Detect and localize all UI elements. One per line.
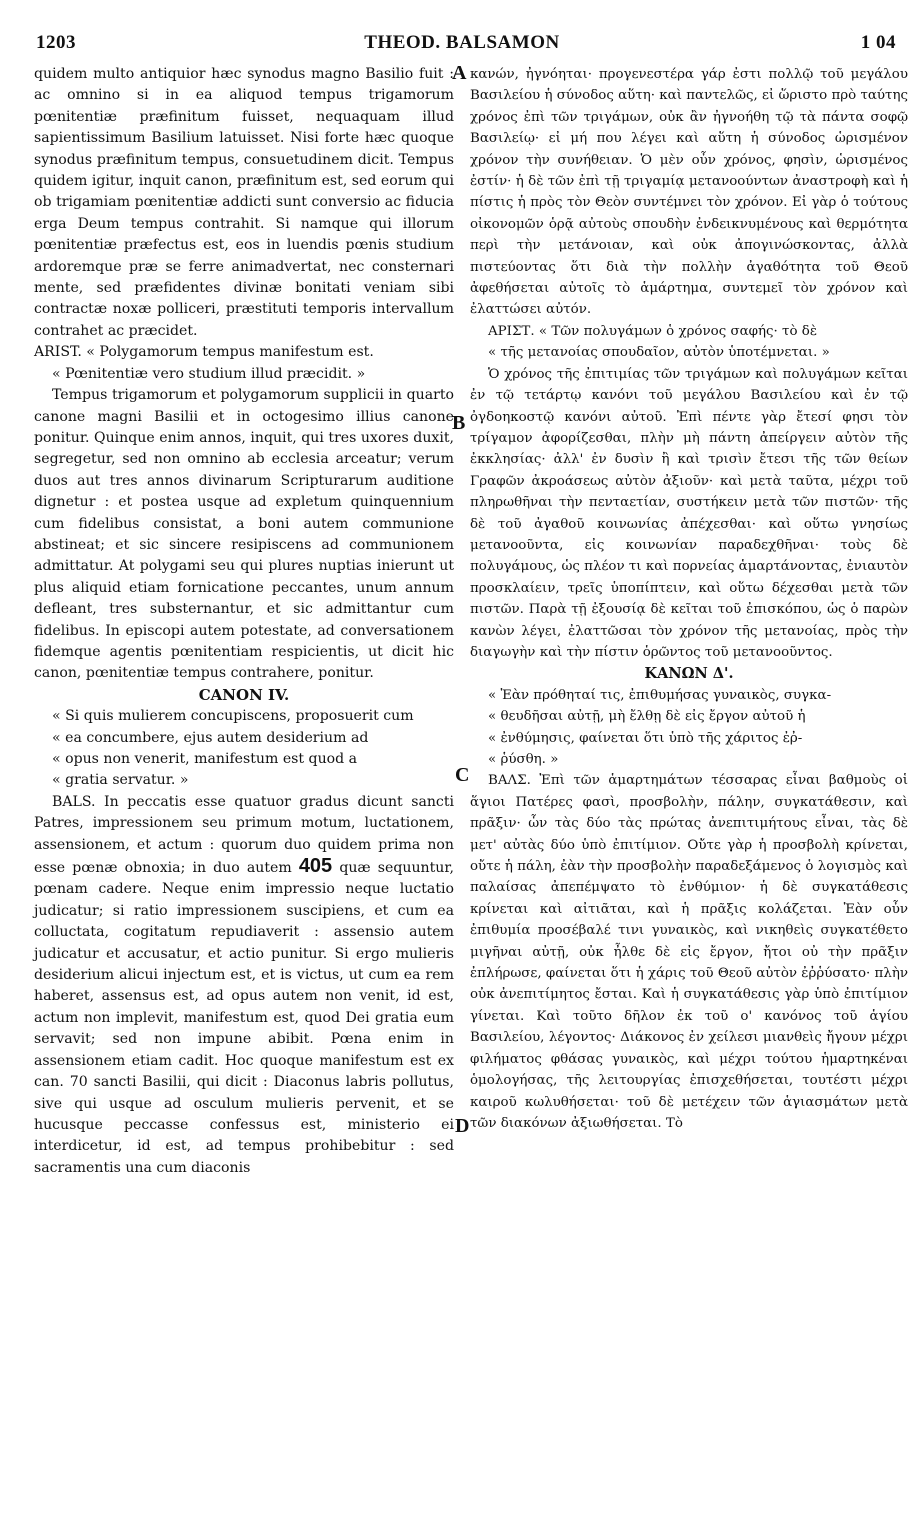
- page-number-right: 1 04: [860, 32, 896, 53]
- latin-balsamon-text-b: quæ sequuntur, pœnam cadere. Neque enim impressio neque luctatio judicatur; si ratio impressionem suscipiens, et cum ea colluctata, cogitatum repudiaverit : assensio autem judicatur et accusatur, et actio punitur. Si ergo mulieris desiderium alicui injectum est, et is victus, ut cum ea rem haberet, assensus est, ad opus autem non venit, id est, actum non implevit, manifestum est, quod Dei gratia eum servavit; sed non impune abibit. Pœna enim in assensionem etiam cadit. Hoc quoque manifestum est ex can. 70 sancti Basilii, qui dicit : Diaconus labris pollutus, sive qui usque ad osculum mulieris pervenit, et se hucusque peccasse confessus est, ministerio ei interdicetur, id est, ad tempus prohibebitur : sed sacramentis una cum diaconis: [34, 860, 455, 1176]
- greek-canon-line-3: « ἐνθύμησις, φαίνεται ὅτι ὑπὸ τῆς χάριτος ἐῤ-: [488, 730, 803, 746]
- latin-canon-line-4: « gratia servatur. »: [52, 772, 189, 789]
- latin-commentary-paragraph: Tempus trigamorum et polygamorum supplicii in quarto canone magni Basilii et in octogesimo illius canone ponitur. Quinque enim annos, inquit, qui tres uxores duxit, segregetur, sed non omnino ab ecclesia arceatur; verum duos aut tres annos divinarum Scripturarum auditione dignetur : et postea usque ad expletum quinquennium cum fidelibus consistat, a boni autem communione abstineat; et sic sincere resipiscens ad communionem admittatur. At polygami seu qui plures nuptias inierunt ut plus aliquid etiam fornicatione peccantes, unum annum defleant, tres substernantur, et sic admittantur cum fidelibus. In episcopi autem potestate, ad conversationem fidemque agentis pœnitentiam respicientis, ut dicit hic canon, pœnitentiæ tempus contrahere, ponitur.: [34, 387, 454, 682]
- latin-canon-line-1: « Si quis mulierem concupiscens, proposuerit cum: [52, 708, 414, 725]
- greek-column: [470, 64, 908, 1134]
- section-marker-b: B: [452, 412, 466, 434]
- latin-arist-quote-line-1: ARIST. « Polygamorum tempus manifestum est.: [34, 344, 374, 361]
- latin-canon-line-2: « ea concumbere, ejus autem desiderium ad: [52, 729, 369, 746]
- section-marker-d: D: [455, 1115, 470, 1137]
- greek-arist-quote-line-2: « τῆς μετανοίας σπουδαῖον, αὐτὸν ὑποτέμνεται. »: [488, 345, 830, 361]
- greek-arist-quote-line-1: ΑΡΙΣΤ. « Τῶν πολυγάμων ὁ χρόνος σαφής· τὸ δὲ: [488, 323, 818, 339]
- latin-intro-paragraph: quidem multo antiquior hæc synodus magno Basilio fuit : ac omnino si in ea aliquod tempus trigamorum pœnitentiæ præfinitum fuisset, nequaquam illud sapientissimum Basilium latuisset. Nisi forte hæc quoque synodus præfinitum tempus, consuetudinem dicit. Tempus quidem igitur, inquit canon, præfinitum est, sed eorum qui ob trigamiam pœnitentiæ addicti sunt conversio ac fiducia erga Deum tempus contrahit. Si namque qui illorum pœnitentiæ præfectus est, eos in luendis pœnis studium ardoremque præ se ferre animadvertat, nec consternari mente, sed præfidentes divinæ bonitati veniam sibi contractæ noxæ polliceri, præstituti temporis intervallum contrahet ac præcidet.: [34, 66, 454, 339]
- section-marker-a: A: [452, 62, 467, 84]
- greek-canon-heading: ΚΑΝΩΝ Δ'.: [644, 665, 734, 683]
- latin-balsamon-paragraph: [34, 792, 454, 1179]
- greek-balsamon-paragraph: ΒΑΛΣ. Ἐπὶ τῶν ἁμαρτημάτων τέσσαρας εἶναι βαθμοὺς οἱ ἅγιοι Πατέρες φασὶ, προσβολὴν, πάλην, συγκατάθεσιν, καὶ πρᾶξιν· ὧν τὰς δύο τὰς πρώτας ἀνεπιτιμήτους εἶναι, τὰς δὲ μετ' αὐτὰς δύο ὑπὸ ἐπιτίμιον. Οὔτε γὰρ ἡ προσβολὴ κρίνεται, οὔτε ἡ πάλη, ἐὰν τὴν προσβολὴν παραδεξάμενος ὁ λογισμὸς καὶ παλαίσας ἀπεπέμψατο τὸ ἐνθύμιον· ἡ δὲ συγκατάθεσις κρίνεται καὶ αἰτιᾶται, καὶ ἡ πρᾶξις κολάζεται. Ἐὰν οὖν ἐπιθυμία προσέβαλέ τινι γυναικὸς, καὶ νικηθεὶς συγκατέθετο μιγῆναι αὐτῇ, οὐκ ἦλθε δὲ εἰς ἔργον, ἤτοι οὐ τὴν πρᾶξιν ἐπλήρωσε, φαίνεται ὅτι ἡ χάρις τοῦ Θεοῦ αὐτὸν ἐῤῥύσατο· πλὴν οὐκ ἀνεπιτίμητος ἔσται. Καὶ ἡ συγκατάθεσις γὰρ ὑπὸ ἐπιτίμιον γίνεται. Καὶ τοῦτο δῆλον ἐκ τοῦ ο' κανόνος τοῦ ἁγίου Βασιλείου, λέγοντος· Διάκονος ἐν χείλεσι μιανθεὶς ἤγουν μέχρι φιλήματος φθάσας γυναικὸς, καὶ μέχρι τούτου ἡμαρτηκέναι ὁμολογήσας, τῆς λειτουργίας ἐπισχεθήσεται, τουτέστι μέχρι καιροῦ κωλυθήσεται· τοῦ δὲ μετέχειν τῶν ἁγιασμάτων μετὰ τῶν διακόνων ἀξιωθήσεται. Τὸ: [470, 773, 908, 1131]
- greek-commentary-paragraph: Ὁ χρόνος τῆς ἐπιτιμίας τῶν τριγάμων καὶ πολυγάμων κεῖται ἐν τῷ τετάρτῳ κανόνι τοῦ μεγάλου Βασιλείου καὶ ἐν τῷ ὀγδοηκοστῷ κανόνι αὐτοῦ. Ἐπὶ πέντε γὰρ ἔτεσί φησι τὸν τρίγαμον ἀφορίζεσθαι, πλὴν μὴ πάντη ἀπείργειν αὐτὸν τῆς ἐκκλησίας· ἀλλ' ἐν δυσὶν ἢ καὶ τρισὶν ἔτεσι τῆς τῶν θείων Γραφῶν ἀκροάσεως αὐτὸν ἀξιοῦν· καὶ μετὰ ταῦτα, μέχρι τοῦ πληρωθῆναι τὴν πενταετίαν, συστήκειν μετὰ τῶν πιστῶν· τῆς δὲ τοῦ ἀγαθοῦ κοινωνίας ἀπέχεσθαι· καὶ οὕτω γνησίως μετανοοῦντα, εἰς κοινωνίαν παραδεχθῆναι· τοὺς δὲ πολυγάμους, ὡς πλέον τι καὶ πορνείας ἁμαρτάνοντας, ἐνιαυτὸν προσκλαίειν, τρεῖς ὑποπίπτειν, καὶ οὕτω δέχεσθαι μετὰ τῶν πιστῶν. Παρὰ τῇ ἐξουσίᾳ δὲ κεῖται τοῦ ἐπισκόπου, ὡς ὁ παρὼν κανὼν λέγει, ἐλαττῶσαι τὸν χρόνον τῆς μετανοίας, πρὸς τὴν διαγωγὴν καὶ τὴν πίστιν ὁρῶντος τοῦ μετανοοῦντος.: [470, 366, 908, 660]
- latin-balsamon-text-a: BALS. In peccatis esse quatuor gradus dicunt sancti Patres, impressionem seu primum motum, luctationem, assensionem, et actum : quorum duo quidem prima non esse pœnæ obnoxia; in duo autem: [34, 793, 454, 877]
- running-title: THEOD. BALSAMON: [364, 32, 560, 53]
- greek-intro-paragraph: κανών, ἠγνόηται· προγενεστέρα γάρ ἐστι πολλῷ τοῦ μεγάλου Βασιλείου ἡ σύνοδος αὕτη· καὶ παντελῶς, εἰ ὥριστο πρὸ ταύτης χρόνος ἐπὶ τῶν τριγάμων, οὐκ ἂν ἠγνοήθη τῷ τὰ πάντα σοφῷ Βασιλείῳ· εἰ μή που λέγει καὶ αὕτη ἡ σύνοδος ὡρισμένον χρόνον τὴν συνήθειαν. Ὁ μὲν οὖν χρόνος, φησὶν, ὡρισμένος ἐστίν· ἡ δὲ τῶν ἐπὶ τῇ τριγαμίᾳ μετανοούντων ἀναστροφὴ καὶ ἡ πίστις ἡ πρὸς τὸν Θεὸν συντέμνει τὸν χρόνον. Εἰ γὰρ ὁ τούτους οἰκονομῶν ὁρᾷ αὐτοὺς σπουδὴν ἐνδεικνυμένους καὶ θερμότητα περὶ τὴν μετάνοιαν, καὶ οὐκ ἀπογινώσκοντας, ἀλλὰ πιστεύοντας ὅτι διὰ τὴν πολλὴν ἀγαθότητα τοῦ Θεοῦ ἀφεθήσεται αὐτοῖς τὸ ἁμάρτημα, συντεμεῖ τὸν χρόνον καὶ ἐλαττώσει αὐτόν.: [470, 67, 908, 318]
- greek-canon-line-4: « ῥύσθη. »: [488, 752, 559, 767]
- latin-canon-line-3: « opus non venerit, manifestum est quod a: [52, 751, 358, 767]
- column-number: 405: [298, 855, 333, 878]
- latin-column: [34, 64, 454, 1179]
- latin-arist-quote-line-2: « Pœnitentiæ vero studium illud præcidit. »: [52, 365, 366, 382]
- latin-canon-heading: CANON IV.: [198, 685, 290, 704]
- greek-canon-line-2: « θευδῆσαι αὐτῇ, μὴ ἔλθῃ δὲ εἰς ἔργον αὐτοῦ ἡ: [488, 709, 806, 725]
- section-marker-c: C: [455, 764, 470, 786]
- page-number-left: 1203: [36, 32, 76, 53]
- greek-canon-line-1: « Ἐὰν πρόθηταί τις, ἐπιθυμήσας γυναικὸς, συγκα-: [488, 687, 832, 703]
